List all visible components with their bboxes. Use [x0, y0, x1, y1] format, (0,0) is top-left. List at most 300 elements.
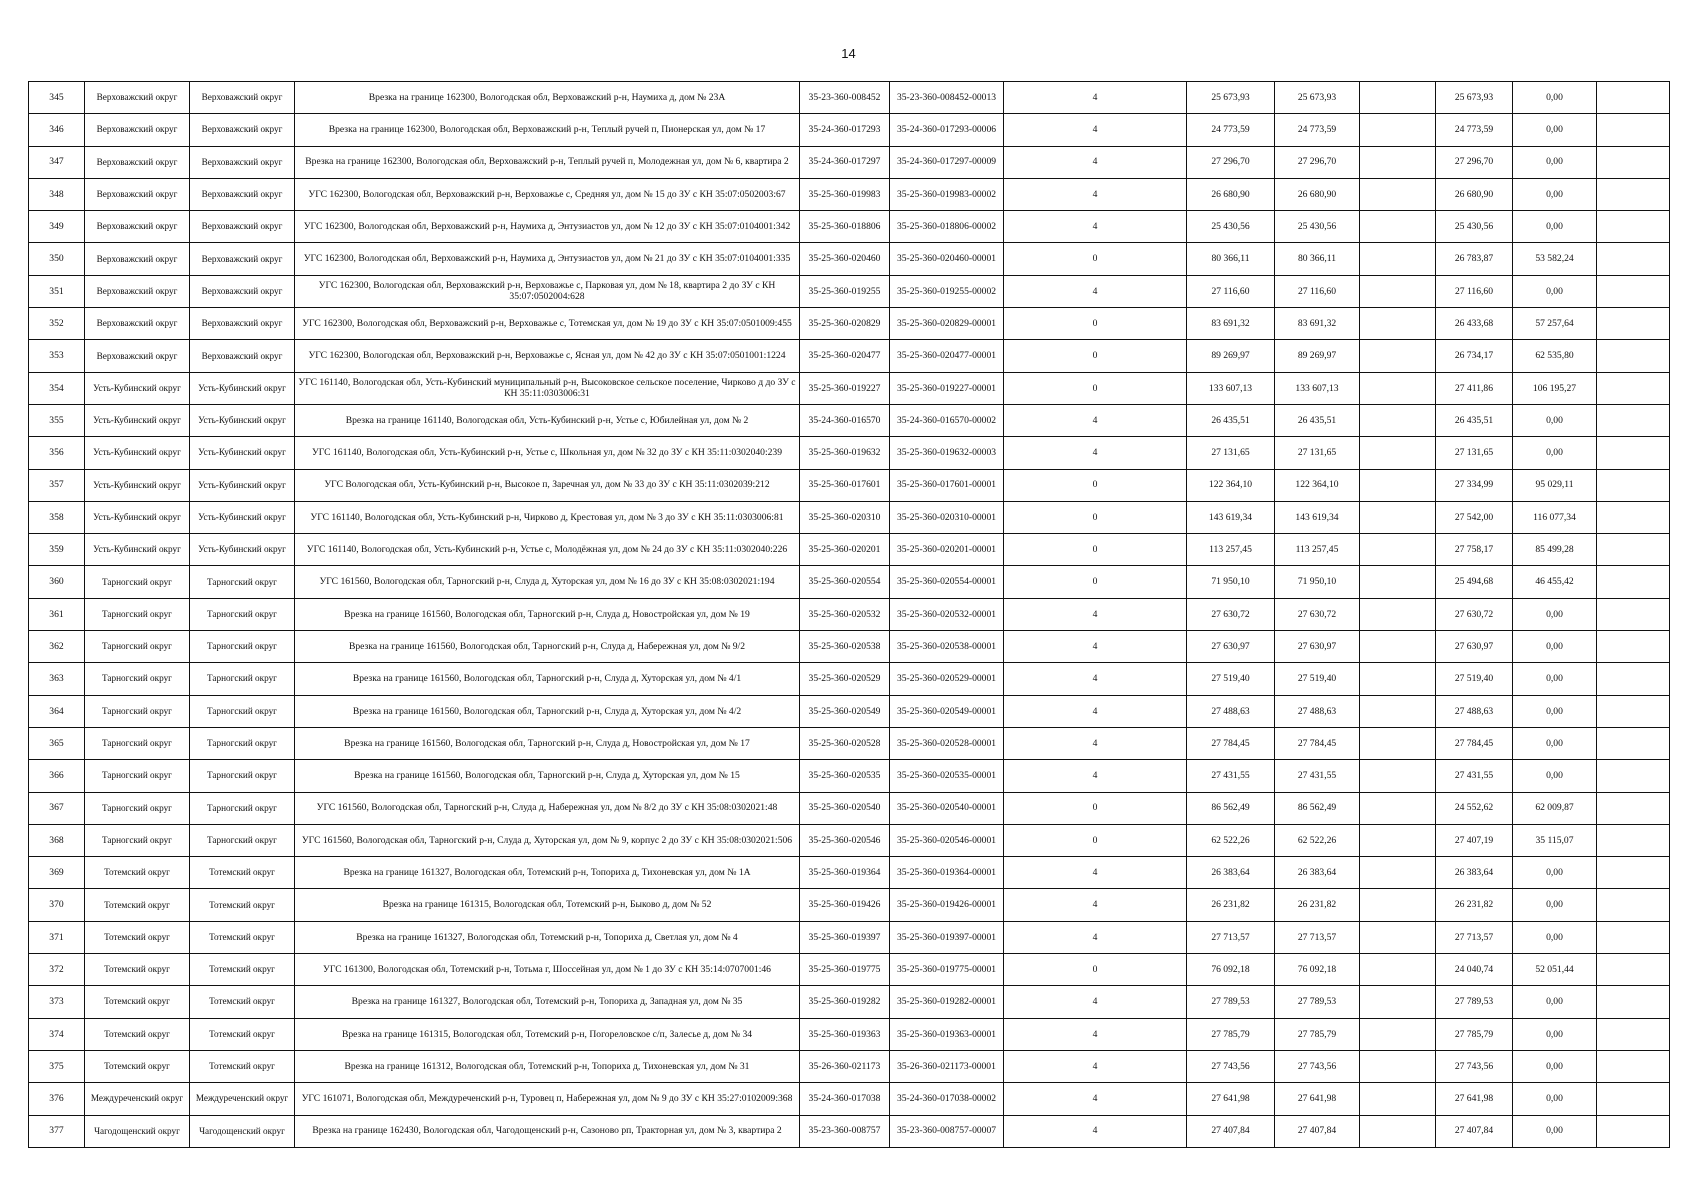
amount-total-cell: 27 407,84 [1187, 1115, 1275, 1147]
category-cell: 4 [1004, 82, 1187, 114]
amount-extra-cell: 0,00 [1513, 889, 1597, 921]
amount-cell: 26 435,51 [1275, 404, 1360, 436]
empty-cell [1360, 404, 1436, 436]
row-number-cell: 358 [29, 501, 85, 533]
amount-extra-cell: 85 499,28 [1513, 534, 1597, 566]
amount-extra-cell: 0,00 [1513, 178, 1597, 210]
district-cell: Усть-Кубинский округ [85, 534, 190, 566]
table-row [29, 792, 1670, 824]
amount-base-cell: 27 785,79 [1436, 1018, 1513, 1050]
amount-extra-cell: 95 029,11 [1513, 469, 1597, 501]
category-cell: 4 [1004, 986, 1187, 1018]
amount-cell: 27 630,97 [1275, 631, 1360, 663]
row-number-cell: 359 [29, 534, 85, 566]
amount-base-cell: 24 773,59 [1436, 114, 1513, 146]
amount-extra-cell: 0,00 [1513, 437, 1597, 469]
empty-cell [1597, 275, 1670, 307]
district-cell: Тотемский округ [85, 954, 190, 986]
object-code-cell: 35-25-360-020546-00001 [890, 824, 1004, 856]
empty-cell [1360, 792, 1436, 824]
amount-cell: 122 364,10 [1275, 469, 1360, 501]
table-row [29, 631, 1670, 663]
amount-base-cell: 27 758,17 [1436, 534, 1513, 566]
category-cell: 0 [1004, 243, 1187, 275]
district-cell: Тарногский округ [85, 727, 190, 759]
empty-cell [1360, 566, 1436, 598]
row-number-cell: 364 [29, 695, 85, 727]
amount-base-cell: 27 334,99 [1436, 469, 1513, 501]
cadastral-number-cell: 35-25-360-019364 [800, 857, 890, 889]
table-row [29, 1018, 1670, 1050]
table-row [29, 760, 1670, 792]
cadastral-number-cell: 35-23-360-008757 [800, 1115, 890, 1147]
empty-cell [1360, 631, 1436, 663]
empty-cell [1360, 340, 1436, 372]
okrug-cell: Верховажский округ [190, 82, 295, 114]
amount-cell: 83 691,32 [1275, 308, 1360, 340]
empty-cell [1360, 534, 1436, 566]
table-row [29, 889, 1670, 921]
category-cell: 4 [1004, 178, 1187, 210]
object-code-cell: 35-25-360-018806-00002 [890, 211, 1004, 243]
empty-cell [1360, 1115, 1436, 1147]
empty-cell [1360, 146, 1436, 178]
amount-extra-cell: 0,00 [1513, 727, 1597, 759]
cadastral-number-cell: 35-24-360-017297 [800, 146, 890, 178]
district-cell: Тотемский округ [85, 921, 190, 953]
amount-base-cell: 27 488,63 [1436, 695, 1513, 727]
address-cell: Врезка на границе 162300, Вологодская обл, Верховажский р-н, Теплый ручей п, Пионерская ул, дом № 17 [295, 114, 800, 146]
amount-total-cell: 27 784,45 [1187, 727, 1275, 759]
address-cell: Врезка на границе 161560, Вологодская обл, Тарногский р-н, Слуда д, Хуторская ул, дом № 4/1 [295, 663, 800, 695]
empty-cell [1597, 372, 1670, 404]
cadastral-number-cell: 35-26-360-021173 [800, 1050, 890, 1082]
object-code-cell: 35-25-360-019983-00002 [890, 178, 1004, 210]
district-cell: Верховажский округ [85, 243, 190, 275]
table-row [29, 534, 1670, 566]
amount-total-cell: 27 743,56 [1187, 1050, 1275, 1082]
district-cell: Тарногский округ [85, 760, 190, 792]
category-cell: 0 [1004, 954, 1187, 986]
empty-cell [1597, 1018, 1670, 1050]
amount-cell: 27 519,40 [1275, 663, 1360, 695]
amount-base-cell: 27 431,55 [1436, 760, 1513, 792]
address-cell: УГС 161140, Вологодская обл, Усть-Кубинский р-н, Устье с, Школьная ул, дом № 32 до ЗУ с КН 35:11:0302040:239 [295, 437, 800, 469]
amount-base-cell: 27 296,70 [1436, 146, 1513, 178]
district-cell: Усть-Кубинский округ [85, 372, 190, 404]
address-cell: Врезка на границе 162300, Вологодская обл, Верховажский р-н, Наумиха д, дом № 23А [295, 82, 800, 114]
amount-total-cell: 26 435,51 [1187, 404, 1275, 436]
table-row [29, 566, 1670, 598]
cadastral-number-cell: 35-25-360-019363 [800, 1018, 890, 1050]
amount-extra-cell: 0,00 [1513, 1050, 1597, 1082]
empty-cell [1360, 663, 1436, 695]
okrug-cell: Верховажский округ [190, 340, 295, 372]
amount-total-cell: 27 630,72 [1187, 598, 1275, 630]
district-cell: Тарногский округ [85, 631, 190, 663]
empty-cell [1597, 889, 1670, 921]
district-cell: Усть-Кубинский округ [85, 469, 190, 501]
amount-cell: 133 607,13 [1275, 372, 1360, 404]
table-row [29, 469, 1670, 501]
okrug-cell: Тотемский округ [190, 921, 295, 953]
table-row [29, 857, 1670, 889]
amount-cell: 27 116,60 [1275, 275, 1360, 307]
empty-cell [1360, 857, 1436, 889]
empty-cell [1597, 243, 1670, 275]
empty-cell [1360, 1050, 1436, 1082]
empty-cell [1360, 986, 1436, 1018]
empty-cell [1597, 437, 1670, 469]
object-code-cell: 35-24-360-017293-00006 [890, 114, 1004, 146]
category-cell: 0 [1004, 372, 1187, 404]
address-cell: Врезка на границе 162430, Вологодская обл, Чагодощенский р-н, Сазоново рп, Тракторная ул, дом № 3, квартира 2 [295, 1115, 800, 1147]
empty-cell [1597, 857, 1670, 889]
amount-total-cell: 25 430,56 [1187, 211, 1275, 243]
row-number-cell: 372 [29, 954, 85, 986]
district-cell: Тотемский округ [85, 1018, 190, 1050]
table-row [29, 372, 1670, 404]
amount-cell: 86 562,49 [1275, 792, 1360, 824]
empty-cell [1597, 501, 1670, 533]
amount-base-cell: 27 743,56 [1436, 1050, 1513, 1082]
address-cell: УГС 161140, Вологодская обл, Усть-Кубинский р-н, Устье с, Молодёжная ул, дом № 24 до ЗУ с КН 35:11:0302040:226 [295, 534, 800, 566]
empty-cell [1597, 631, 1670, 663]
address-cell: УГС 162300, Вологодская обл, Верховажский р-н, Верховажье с, Тотемская ул, дом № 19 до ЗУ с КН 35:07:0501009:455 [295, 308, 800, 340]
table-row [29, 437, 1670, 469]
address-cell: УГС 161071, Вологодская обл, Междуреченский р-н, Туровец п, Набережная ул, дом № 9 до ЗУ с КН 35:27:0102009:368 [295, 1083, 800, 1115]
empty-cell [1360, 921, 1436, 953]
okrug-cell: Тарногский округ [190, 695, 295, 727]
row-number-cell: 348 [29, 178, 85, 210]
empty-cell [1360, 695, 1436, 727]
address-cell: УГС 161300, Вологодская обл, Тотемский р-н, Тотьма г, Шоссейная ул, дом № 1 до ЗУ с КН 35:14:0707001:46 [295, 954, 800, 986]
object-code-cell: 35-23-360-008452-00013 [890, 82, 1004, 114]
address-cell: УГС 161560, Вологодская обл, Тарногский р-н, Слуда д, Хуторская ул, дом № 9, корпус 2 до ЗУ с КН 35:08:0302021:506 [295, 824, 800, 856]
empty-cell [1360, 1083, 1436, 1115]
amount-base-cell: 25 430,56 [1436, 211, 1513, 243]
table-row [29, 82, 1670, 114]
table-row [29, 1115, 1670, 1147]
amount-extra-cell: 0,00 [1513, 986, 1597, 1018]
okrug-cell: Усть-Кубинский округ [190, 404, 295, 436]
category-cell: 4 [1004, 631, 1187, 663]
address-cell: Врезка на границе 161312, Вологодская обл, Тотемский р-н, Топориха д, Тихоневская ул, дом № 31 [295, 1050, 800, 1082]
row-number-cell: 371 [29, 921, 85, 953]
empty-cell [1360, 954, 1436, 986]
table-row [29, 921, 1670, 953]
amount-extra-cell: 52 051,44 [1513, 954, 1597, 986]
address-cell: УГС 162300, Вологодская обл, Верховажский р-н, Наумиха д, Энтузиастов ул, дом № 12 до ЗУ с КН 35:07:0104001:342 [295, 211, 800, 243]
amount-extra-cell: 62 535,80 [1513, 340, 1597, 372]
table-row [29, 501, 1670, 533]
empty-cell [1360, 760, 1436, 792]
okrug-cell: Верховажский округ [190, 114, 295, 146]
category-cell: 4 [1004, 727, 1187, 759]
empty-cell [1597, 954, 1670, 986]
empty-cell [1360, 598, 1436, 630]
amount-base-cell: 26 680,90 [1436, 178, 1513, 210]
amount-total-cell: 26 680,90 [1187, 178, 1275, 210]
table-row [29, 663, 1670, 695]
row-number-cell: 350 [29, 243, 85, 275]
amount-extra-cell: 0,00 [1513, 663, 1597, 695]
object-code-cell: 35-25-360-020540-00001 [890, 792, 1004, 824]
address-cell: Врезка на границе 161560, Вологодская обл, Тарногский р-н, Слуда д, Новостройская ул, дом № 19 [295, 598, 800, 630]
empty-cell [1360, 308, 1436, 340]
address-cell: УГС 161560, Вологодская обл, Тарногский р-н, Слуда д, Набережная ул, дом № 8/2 до ЗУ с КН 35:08:0302021:48 [295, 792, 800, 824]
empty-cell [1360, 1018, 1436, 1050]
amount-base-cell: 24 040,74 [1436, 954, 1513, 986]
amount-total-cell: 27 296,70 [1187, 146, 1275, 178]
okrug-cell: Верховажский округ [190, 211, 295, 243]
empty-cell [1360, 243, 1436, 275]
cadastral-number-cell: 35-25-360-019426 [800, 889, 890, 921]
object-code-cell: 35-25-360-020538-00001 [890, 631, 1004, 663]
empty-cell [1597, 921, 1670, 953]
amount-cell: 71 950,10 [1275, 566, 1360, 598]
amount-total-cell: 27 641,98 [1187, 1083, 1275, 1115]
amount-total-cell: 24 773,59 [1187, 114, 1275, 146]
district-cell: Верховажский округ [85, 114, 190, 146]
amount-extra-cell: 0,00 [1513, 82, 1597, 114]
okrug-cell: Тотемский округ [190, 857, 295, 889]
amount-total-cell: 122 364,10 [1187, 469, 1275, 501]
object-code-cell: 35-25-360-017601-00001 [890, 469, 1004, 501]
empty-cell [1597, 598, 1670, 630]
district-cell: Усть-Кубинский округ [85, 501, 190, 533]
address-cell: УГС 162300, Вологодская обл, Верховажский р-н, Наумиха д, Энтузиастов ул, дом № 21 до ЗУ с КН 35:07:0104001:335 [295, 243, 800, 275]
amount-total-cell: 62 522,26 [1187, 824, 1275, 856]
object-code-cell: 35-26-360-021173-00001 [890, 1050, 1004, 1082]
amount-cell: 27 296,70 [1275, 146, 1360, 178]
data-table [28, 81, 1670, 1148]
amount-base-cell: 27 407,19 [1436, 824, 1513, 856]
amount-cell: 26 680,90 [1275, 178, 1360, 210]
table-row [29, 1050, 1670, 1082]
amount-total-cell: 25 673,93 [1187, 82, 1275, 114]
amount-extra-cell: 0,00 [1513, 1083, 1597, 1115]
category-cell: 4 [1004, 211, 1187, 243]
amount-total-cell: 27 785,79 [1187, 1018, 1275, 1050]
district-cell: Тарногский округ [85, 598, 190, 630]
amount-base-cell: 27 131,65 [1436, 437, 1513, 469]
amount-base-cell: 27 630,72 [1436, 598, 1513, 630]
amount-base-cell: 27 641,98 [1436, 1083, 1513, 1115]
amount-total-cell: 133 607,13 [1187, 372, 1275, 404]
address-cell: УГС 162300, Вологодская обл, Верховажский р-н, Верховажье с, Ясная ул, дом № 42 до ЗУ с КН 35:07:0501001:1224 [295, 340, 800, 372]
amount-cell: 25 673,93 [1275, 82, 1360, 114]
object-code-cell: 35-24-360-017297-00009 [890, 146, 1004, 178]
amount-cell: 143 619,34 [1275, 501, 1360, 533]
okrug-cell: Тарногский округ [190, 824, 295, 856]
district-cell: Тарногский округ [85, 824, 190, 856]
district-cell: Усть-Кубинский округ [85, 404, 190, 436]
amount-extra-cell: 0,00 [1513, 404, 1597, 436]
category-cell: 4 [1004, 889, 1187, 921]
row-number-cell: 366 [29, 760, 85, 792]
category-cell: 4 [1004, 598, 1187, 630]
object-code-cell: 35-25-360-019227-00001 [890, 372, 1004, 404]
cadastral-number-cell: 35-25-360-020538 [800, 631, 890, 663]
amount-base-cell: 27 630,97 [1436, 631, 1513, 663]
amount-cell: 89 269,97 [1275, 340, 1360, 372]
okrug-cell: Верховажский округ [190, 308, 295, 340]
cadastral-number-cell: 35-25-360-020477 [800, 340, 890, 372]
empty-cell [1360, 437, 1436, 469]
empty-cell [1597, 469, 1670, 501]
district-cell: Верховажский округ [85, 308, 190, 340]
amount-total-cell: 27 713,57 [1187, 921, 1275, 953]
category-cell: 4 [1004, 1050, 1187, 1082]
district-cell: Усть-Кубинский округ [85, 437, 190, 469]
amount-total-cell: 27 131,65 [1187, 437, 1275, 469]
amount-cell: 27 713,57 [1275, 921, 1360, 953]
table-row [29, 275, 1670, 307]
cadastral-number-cell: 35-23-360-008452 [800, 82, 890, 114]
cadastral-number-cell: 35-25-360-019397 [800, 921, 890, 953]
address-cell: Врезка на границе 161315, Вологодская обл, Тотемский р-н, Погореловское с/п, Залесье д, дом № 34 [295, 1018, 800, 1050]
cadastral-number-cell: 35-25-360-019983 [800, 178, 890, 210]
amount-extra-cell: 0,00 [1513, 631, 1597, 663]
okrug-cell: Тотемский округ [190, 889, 295, 921]
okrug-cell: Тотемский округ [190, 986, 295, 1018]
empty-cell [1360, 178, 1436, 210]
table-row [29, 986, 1670, 1018]
okrug-cell: Тарногский округ [190, 792, 295, 824]
table-body [29, 82, 1670, 1148]
cadastral-number-cell: 35-25-360-017601 [800, 469, 890, 501]
cadastral-number-cell: 35-25-360-020546 [800, 824, 890, 856]
category-cell: 4 [1004, 146, 1187, 178]
amount-base-cell: 27 713,57 [1436, 921, 1513, 953]
empty-cell [1597, 663, 1670, 695]
row-number-cell: 377 [29, 1115, 85, 1147]
okrug-cell: Тарногский округ [190, 598, 295, 630]
empty-cell [1597, 986, 1670, 1018]
amount-base-cell: 24 552,62 [1436, 792, 1513, 824]
address-cell: Врезка на границе 161560, Вологодская обл, Тарногский р-н, Слуда д, Набережная ул, дом № 9/2 [295, 631, 800, 663]
table-row [29, 114, 1670, 146]
empty-cell [1597, 1083, 1670, 1115]
okrug-cell: Верховажский округ [190, 275, 295, 307]
row-number-cell: 363 [29, 663, 85, 695]
cadastral-number-cell: 35-25-360-019255 [800, 275, 890, 307]
row-number-cell: 352 [29, 308, 85, 340]
address-cell: УГС Вологодская обл, Усть-Кубинский р-н, Высокое п, Заречная ул, дом № 33 до ЗУ с КН 35:11:0302039:212 [295, 469, 800, 501]
amount-total-cell: 76 092,18 [1187, 954, 1275, 986]
empty-cell [1360, 889, 1436, 921]
district-cell: Тотемский округ [85, 889, 190, 921]
address-cell: УГС 162300, Вологодская обл, Верховажский р-н, Верховажье с, Средняя ул, дом № 15 до ЗУ с КН 35:07:0502003:67 [295, 178, 800, 210]
amount-extra-cell: 0,00 [1513, 146, 1597, 178]
address-cell: УГС 162300, Вологодская обл, Верховажский р-н, Верховажье с, Парковая ул, дом № 18, квартира 2 до ЗУ с КН 35:07:0502004:628 [295, 275, 800, 307]
object-code-cell: 35-25-360-020528-00001 [890, 727, 1004, 759]
district-cell: Верховажский округ [85, 178, 190, 210]
category-cell: 0 [1004, 792, 1187, 824]
table-row [29, 178, 1670, 210]
empty-cell [1360, 501, 1436, 533]
amount-cell: 27 784,45 [1275, 727, 1360, 759]
amount-total-cell: 26 383,64 [1187, 857, 1275, 889]
category-cell: 0 [1004, 824, 1187, 856]
district-cell: Тарногский округ [85, 792, 190, 824]
district-cell: Верховажский округ [85, 82, 190, 114]
amount-total-cell: 27 488,63 [1187, 695, 1275, 727]
address-cell: Врезка на границе 161140, Вологодская обл, Усть-Кубинский р-н, Устье с, Юбилейная ул, дом № 2 [295, 404, 800, 436]
amount-extra-cell: 0,00 [1513, 1115, 1597, 1147]
amount-base-cell: 26 435,51 [1436, 404, 1513, 436]
amount-cell: 27 488,63 [1275, 695, 1360, 727]
address-cell: Врезка на границе 161560, Вологодская обл, Тарногский р-н, Слуда д, Новостройская ул, дом № 17 [295, 727, 800, 759]
empty-cell [1597, 727, 1670, 759]
okrug-cell: Верховажский округ [190, 243, 295, 275]
amount-extra-cell: 0,00 [1513, 1018, 1597, 1050]
table-row [29, 1083, 1670, 1115]
amount-extra-cell: 53 582,24 [1513, 243, 1597, 275]
empty-cell [1360, 727, 1436, 759]
amount-cell: 27 431,55 [1275, 760, 1360, 792]
okrug-cell: Тарногский округ [190, 727, 295, 759]
amount-cell: 25 430,56 [1275, 211, 1360, 243]
amount-total-cell: 27 630,97 [1187, 631, 1275, 663]
table-row [29, 598, 1670, 630]
row-number-cell: 374 [29, 1018, 85, 1050]
row-number-cell: 368 [29, 824, 85, 856]
amount-extra-cell: 106 195,27 [1513, 372, 1597, 404]
row-number-cell: 347 [29, 146, 85, 178]
cadastral-number-cell: 35-25-360-020540 [800, 792, 890, 824]
object-code-cell: 35-25-360-020829-00001 [890, 308, 1004, 340]
table-row [29, 146, 1670, 178]
category-cell: 4 [1004, 921, 1187, 953]
cadastral-number-cell: 35-25-360-020532 [800, 598, 890, 630]
empty-cell [1360, 211, 1436, 243]
empty-cell [1597, 211, 1670, 243]
amount-extra-cell: 0,00 [1513, 760, 1597, 792]
table-row [29, 954, 1670, 986]
empty-cell [1360, 114, 1436, 146]
district-cell: Тотемский округ [85, 986, 190, 1018]
empty-cell [1597, 340, 1670, 372]
okrug-cell: Усть-Кубинский округ [190, 501, 295, 533]
amount-total-cell: 27 431,55 [1187, 760, 1275, 792]
row-number-cell: 345 [29, 82, 85, 114]
table-row [29, 243, 1670, 275]
amount-base-cell: 26 383,64 [1436, 857, 1513, 889]
amount-total-cell: 26 231,82 [1187, 889, 1275, 921]
object-code-cell: 35-25-360-020532-00001 [890, 598, 1004, 630]
table-row [29, 824, 1670, 856]
empty-cell [1360, 824, 1436, 856]
category-cell: 0 [1004, 469, 1187, 501]
cadastral-number-cell: 35-25-360-020529 [800, 663, 890, 695]
amount-total-cell: 89 269,97 [1187, 340, 1275, 372]
amount-extra-cell: 0,00 [1513, 921, 1597, 953]
okrug-cell: Чагодощенский округ [190, 1115, 295, 1147]
amount-base-cell: 27 542,00 [1436, 501, 1513, 533]
amount-cell: 24 773,59 [1275, 114, 1360, 146]
table-row [29, 211, 1670, 243]
okrug-cell: Усть-Кубинский округ [190, 372, 295, 404]
amount-total-cell: 86 562,49 [1187, 792, 1275, 824]
category-cell: 4 [1004, 275, 1187, 307]
amount-total-cell: 71 950,10 [1187, 566, 1275, 598]
row-number-cell: 355 [29, 404, 85, 436]
amount-base-cell: 26 433,68 [1436, 308, 1513, 340]
empty-cell [1597, 695, 1670, 727]
okrug-cell: Тотемский округ [190, 954, 295, 986]
